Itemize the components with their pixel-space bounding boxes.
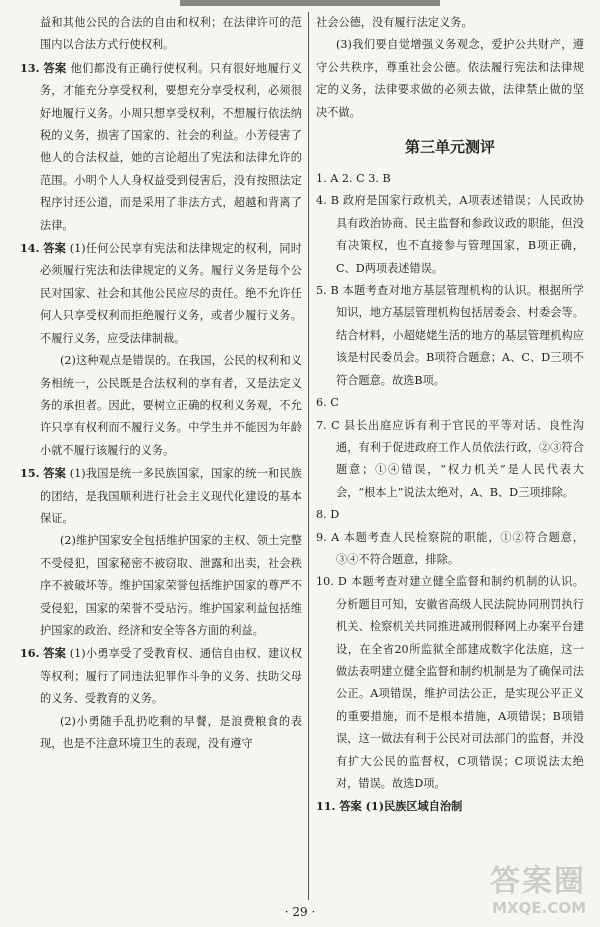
right-column	[316, 12, 584, 818]
section-title: 第三单元测评	[404, 138, 495, 157]
answer-10: 10. D 本题考查对建立健全监督和制约机制的认识。分析题目可知，安徽省高级人民法院协同刑罚执行机关、检察机关共同推进减刑假释网上办案平台建设，在全省20所监狱全部建成数字化法庭，这一做法表明建立健全监督和制约机制是为了确保司法公正。A项错误，维护司法公正，是实现公平正义的重要措施，而不是根本措施，A项错误；B项错误，这一做法有利于公民对司法部门的监督，并没有扩大公民的监督权，C项错误；C项说法太绝对，错误。故选D项。	[316, 575, 584, 790]
continued-text: 益和其他公民的合法的自由和权利；在法律许可的范围内以合法方式行使权利。	[40, 16, 302, 52]
left-column	[20, 12, 302, 755]
top-scan-edge	[180, 0, 440, 6]
answer-4: 4. B 政府是国家行政机关，A项表述错误；人民政协具有政治协商、民主监督和参政议政的职能，但没有决策权，也不直接参与管理国家，B项正确，C、D两项表述错误。	[316, 194, 584, 275]
watermark-en: MXQE.COM	[492, 899, 586, 917]
answer-15: 15. 答案 (1)我国是统一多民族国家，国家的统一和民族的团结，是我国顺利进行社会主义现代化建设的基本保证。	[20, 466, 302, 525]
answer-16: 16. 答案 (1)小勇享受了受教育权、通信自由权、建议权等权利；履行了同违法犯罪作斗争的义务、扶助父母的义务、受教育的义务。	[20, 646, 302, 706]
answer-13: 13. 答案 他们都没有正确行使权利。只有很好地履行义务，才能充分享受权利，要想充分享受权利，必须很好地履行义务。小周只想享受权利，不想履行依法纳税的义务，损害了国家的、社会的利益。小芳侵害了他人的合法权益，她的言论超出了宪法和法律允许的范围。小明个人人身权益受到侵害后，没有按照法定程序讨还公道，而是采用了非法方式，超越和背离了法律。	[20, 60, 302, 232]
answer-14-part2: (2)这种观点是错误的。在我国，公民的权利和义务相统一，公民既是合法权利的享有者，又是法定义务的承担者。因此，要树立正确的权利义务观，不允许只享有权利而不履行义务。中学生并不能因为年龄小就不履行该履行的义务。	[40, 354, 302, 457]
answer-14: 14. 答案 (1)任何公民享有宪法和法律规定的权利，同时必须履行宪法和法律规定的义务。履行义务是每个公民对国家、社会和其他公民应尽的责任。绝不允许任何人只享受权利而拒绝履行义务，或者少履行义务。不履行义务，应受法律制裁。	[20, 241, 302, 345]
watermark-cn: 答案圈	[490, 864, 586, 899]
answer-11: 11. 答案 (1)民族区域自治制	[316, 799, 463, 814]
column-divider	[308, 12, 309, 900]
page-number: · 29 ·	[284, 905, 316, 919]
answer-5: 5. B 本题考查对地方基层管理机构的认识。根据所学知识，地方基层管理机构包括居委会、村委会等。结合材料，小超姥姥生活的地方的基层管理机构应该是村民委员会。B项符合题意；A、C、D三项不符合题意。故选B项。	[316, 284, 584, 387]
answers-1-3: 1. A 2. C 3. B	[316, 172, 391, 186]
continued-text: 社会公德，没有履行法定义务。	[316, 16, 473, 29]
answer-9: 9. A 本题考查人民检察院的职能，①②符合题意，③④不符合题意，排除。	[316, 530, 584, 566]
answer-15-part2: (2)维护国家安全包括维护国家的主权、领土完整不受侵犯，国家秘密不被窃取、泄露和出卖，社会秩序不被破坏等。维护国家荣誉包括维护国家的尊严不受侵犯，国家的荣誉不受玷污。维护国家利益包括维护国家的政治、经济和安全等各方面的利益。	[40, 534, 302, 637]
answer-16-part2: (2)小勇随手乱扔吃剩的早餐，是浪费粮食的表现，也是不注意环境卫生的表现，没有遵守	[40, 714, 302, 750]
answer-16-part3: (3)我们要自觉增强义务观念，爱护公共财产，遵守公共秩序，尊重社会公德。依法履行宪法和法律规定的义务，法律要求做的必须去做，法律禁止做的坚决不做。	[316, 38, 584, 119]
answer-8: 8. D	[316, 508, 340, 522]
answer-6: 6. C	[316, 396, 339, 410]
answer-7: 7. C 县长出庭应诉有利于官民的平等对话、良性沟通，有利于促进政府工作人员依法行政，②③符合题意；①④错误，“权力机关”是人民代表大会，“根本上”说法太绝对，A、B、D三项排除。	[316, 418, 584, 499]
watermark-logo	[436, 865, 586, 923]
